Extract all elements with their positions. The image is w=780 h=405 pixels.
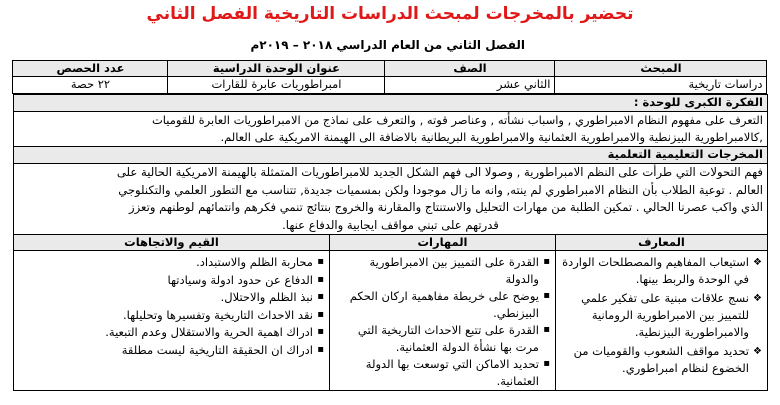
knowledge-item: ❖ تحديد مواقف الشعوب والقوميات من الخضوع لنظام امبراطوري. (560, 343, 749, 377)
lesson-plan-table (13, 60, 768, 391)
values-item: ▪ نبذ الظلم والاحتلال. (18, 289, 313, 306)
skills-item: ▪ يوضح على خريطة مفاهمية اركان الحكم البيزنطي. (334, 288, 539, 321)
outcomes-text (14, 164, 768, 235)
outcomes-line: قدرتهم على تبني مواقف ايجابية والدفاع عنها. (282, 217, 499, 232)
big-idea-line: ,كالامبراطورية البيزنطية والامبراطورية العثمانية والامبراطورية البريطانية بالاضافة الى الهيمنة الامريكية على العالم. (220, 130, 763, 144)
values-item: ▪ الدفاع عن حدود ادولة وسيادتها (18, 272, 313, 289)
knowledge-item: ❖ استيعاب المفاهيم والمصطلحات الواردة في الوحدة والربط بينها. (560, 254, 749, 288)
values-item: ▪ محاربة الظلم والاستبداد. (18, 254, 313, 271)
outcomes-line: الذي واكب عصرنا الحالي . تمكين الطلبة من مهارات التحليل والاستنتاج والمقارنة والخروج بنتائج تنمي فكرهم وانتمائهم لوطنهم وتعزز (129, 200, 763, 214)
value-unit-title: امبراطوريات عابرة للقارات (168, 77, 385, 94)
outcomes-line: فهم التحولات التي طرأت على النظم الامبراطورية , وصولا الى فهم الشكل الجديد للامبراطوريات المتمثلة بالهيمنة الامريكية الحالية على (116, 165, 763, 179)
values-column (14, 251, 330, 391)
knowledge-item: ❖ نسج علاقات مبنية على تفكير علمي للتمييز بين الامبراطورية الرومانية والامبراطورية البيزنطية. (560, 290, 749, 341)
big-idea-label: الفكرة الكبرى للوحدة : (14, 95, 768, 112)
values-header: القيم والاتجاهات (14, 235, 330, 251)
skills-item: ▪ تحديد الاماكن التي توسعت بها الدولة العثمانية. (334, 356, 539, 389)
big-idea-text (14, 112, 768, 147)
page-subtitle: الفصل الثاني من العام الدراسي ٢٠١٨ – ٢٠١٩م (250, 38, 525, 52)
header-unit-title: عنوان الوحدة الدراسية (168, 61, 385, 77)
values-item: ▪ ادراك اهمية الحرية والاستقلال وعدم التبعية. (18, 324, 313, 341)
header-lessons-count: عدد الحصص (13, 61, 168, 77)
outcomes-label: المخرجات التعليمية التعلمية (14, 147, 768, 164)
values-item: ▪ نقد الاحداث التاريخية وتفسيرها وتحليلها. (18, 307, 313, 324)
skills-column (329, 251, 555, 391)
page-title: تحضير بالمخرجات لمبحث الدراسات التاريخية الفصل الثاني (146, 4, 634, 24)
value-lessons-count: ٢٢ حصة (13, 77, 168, 94)
skills-item: ▪ القدرة على التمييز بين الامبراطورية والدولة (334, 254, 539, 287)
skills-item: ▪ القدرة على تتبع الاحداث التاريخية التي مرت بها نشأة الدولة العثمانية. (334, 322, 539, 355)
values-item: ▪ ادراك ان الحقيقة التاريخية ليست مطلقة (18, 342, 313, 359)
skills-header: المهارات (329, 235, 555, 251)
big-idea-line: التعرف على مفهوم النظام الامبراطوري , واسباب نشأته , وعناصر قوته , والتعرف على نماذج من الامبراطوريات العابرة للقوميات (151, 113, 763, 127)
knowledge-header: المعارف (555, 235, 767, 251)
header-grade: الصف (385, 61, 555, 77)
value-subject: دراسات تاريخية (555, 77, 767, 94)
value-grade: الثاني عشر (385, 77, 555, 94)
header-subject: المبحث (555, 61, 767, 77)
outcomes-line: العالم . توعية الطلاب بأن النظام الامبراطوري لم ينته, وانه ما زال موجودا ولكن بمسميات جديدة, تتناسب مع التطور العلمي والتكنلوجي (118, 182, 763, 197)
knowledge-column (555, 251, 767, 391)
